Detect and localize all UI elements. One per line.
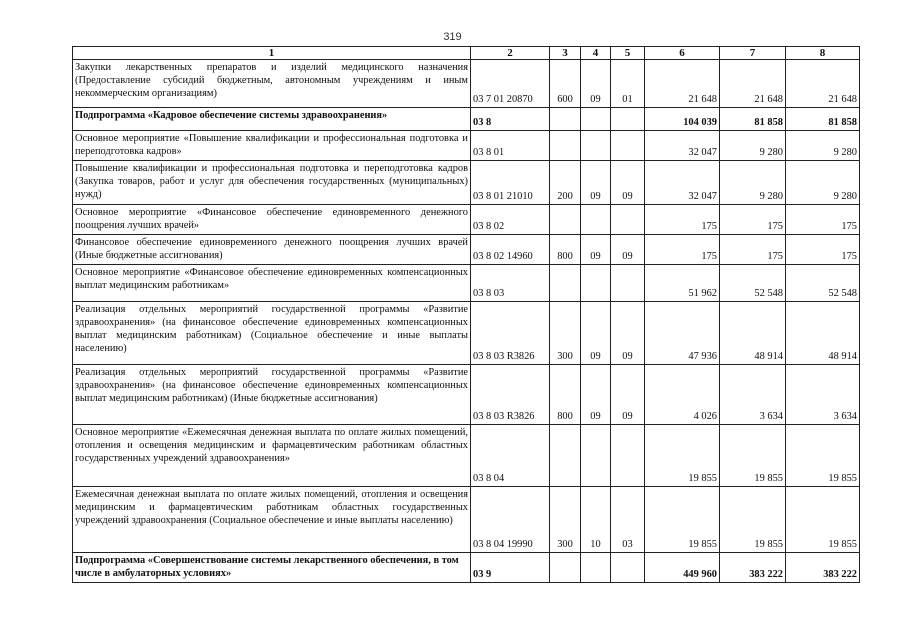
row-section: 09: [581, 365, 611, 425]
row-section: 09: [581, 235, 611, 265]
row-subsection: 09: [611, 302, 645, 365]
row-value-col7: 52 548: [720, 265, 786, 302]
row-subsection: [611, 205, 645, 235]
row-value-col8: 9 280: [786, 161, 860, 205]
row-subsection: [611, 108, 645, 131]
row-subsection: [611, 425, 645, 487]
header-cell: 5: [611, 47, 645, 60]
row-subsection: [611, 265, 645, 302]
header-cell: 6: [645, 47, 720, 60]
row-section: [581, 108, 611, 131]
table-row: [73, 161, 860, 205]
row-value-col6: 32 047: [645, 131, 720, 161]
row-name: Ежемесячная денежная выплата по оплате жилых помещений, отопления и освещения медицинским и фармацевтическим работникам областных государственных учреждений здравоохранения (Социальное обеспечение и иные выплаты населению): [73, 487, 471, 553]
row-value-col7: 48 914: [720, 302, 786, 365]
row-value-col8: 19 855: [786, 487, 860, 553]
row-code: 03 8 02: [471, 205, 550, 235]
row-code: 03 9: [471, 553, 550, 583]
table-row: [73, 235, 860, 265]
row-name: Реализация отдельных мероприятий государственной программы «Развитие здравоохранения» (на финансовое обеспечение единовременных компенсационных выплат медицинским работникам) (Социальное обеспечение и иные выплаты населению): [73, 302, 471, 365]
row-section: [581, 553, 611, 583]
row-section: 09: [581, 60, 611, 108]
row-name: Закупки лекарственных препаратов и изделий медицинского назначения (Предоставление субсидий бюджетным, автономным учреждениям и иным некоммерческим организациям): [73, 60, 471, 108]
row-code: 03 8 03: [471, 265, 550, 302]
row-value-col8: 175: [786, 205, 860, 235]
row-value-col7: 9 280: [720, 131, 786, 161]
header-cell: 1: [73, 47, 471, 60]
row-expense-type: 200: [550, 161, 581, 205]
row-name: Основное мероприятие «Ежемесячная денежная выплата по оплате жилых помещений, отопления и освещения медицинским и фармацевтическим работникам областных государственных учреждений здравоохранения»: [73, 425, 471, 487]
table-row: [73, 425, 860, 487]
budget-table: [72, 46, 860, 583]
row-subsection: [611, 553, 645, 583]
row-name: Финансовое обеспечение единовременного денежного поощрения лучших врачей (Иные бюджетные ассигнования): [73, 235, 471, 265]
row-section: [581, 205, 611, 235]
row-value-col8: 3 634: [786, 365, 860, 425]
row-name: Повышение квалификации и профессиональная подготовка и переподготовка кадров (Закупка товаров, работ и услуг для обеспечения государственных (муниципальных) нужд): [73, 161, 471, 205]
row-code: 03 8: [471, 108, 550, 131]
table-row: [73, 131, 860, 161]
row-value-col6: 32 047: [645, 161, 720, 205]
row-subsection: 03: [611, 487, 645, 553]
row-value-col8: 175: [786, 235, 860, 265]
table-row: [73, 205, 860, 235]
row-value-col6: 449 960: [645, 553, 720, 583]
row-expense-type: [550, 265, 581, 302]
row-value-col6: 175: [645, 205, 720, 235]
row-value-col8: 81 858: [786, 108, 860, 131]
row-code: 03 8 03 R3826: [471, 365, 550, 425]
row-value-col8: 21 648: [786, 60, 860, 108]
row-value-col6: 19 855: [645, 425, 720, 487]
row-code: 03 8 03 R3826: [471, 302, 550, 365]
row-value-col7: 19 855: [720, 487, 786, 553]
table-row: [73, 365, 860, 425]
row-expense-type: 300: [550, 302, 581, 365]
row-code: 03 8 04: [471, 425, 550, 487]
row-name: Подпрограмма «Совершенствование системы лекарственного обеспечения, в том числе в амбулаторных условиях»: [73, 553, 471, 583]
row-value-col8: 48 914: [786, 302, 860, 365]
row-value-col7: 9 280: [720, 161, 786, 205]
header-row: [73, 47, 860, 60]
row-name: Подпрограмма «Кадровое обеспечение системы здравоохранения»: [73, 108, 471, 131]
row-name: Основное мероприятие «Повышение квалификации и профессиональная подготовка и переподготовка кадров»: [73, 131, 471, 161]
row-value-col7: 383 222: [720, 553, 786, 583]
row-subsection: 09: [611, 365, 645, 425]
table-row: [73, 108, 860, 131]
row-subsection: 09: [611, 235, 645, 265]
page-number: 319: [443, 31, 462, 43]
row-value-col7: 81 858: [720, 108, 786, 131]
table-row: [73, 553, 860, 583]
row-value-col6: 175: [645, 235, 720, 265]
row-code: 03 8 02 14960: [471, 235, 550, 265]
row-expense-type: 300: [550, 487, 581, 553]
row-section: [581, 425, 611, 487]
row-value-col8: 19 855: [786, 425, 860, 487]
header-cell: 3: [550, 47, 581, 60]
header-cell: 7: [720, 47, 786, 60]
header-cell: 2: [471, 47, 550, 60]
row-name: Реализация отдельных мероприятий государственной программы «Развитие здравоохранения» (на финансовое обеспечение единовременных компенсационных выплат медицинским работникам) (Иные бюджетные ассигнования): [73, 365, 471, 425]
table-row: [73, 302, 860, 365]
table-row: [73, 487, 860, 553]
row-value-col6: 19 855: [645, 487, 720, 553]
row-subsection: 01: [611, 60, 645, 108]
row-value-col8: 9 280: [786, 131, 860, 161]
row-code: 03 7 01 20870: [471, 60, 550, 108]
row-expense-type: [550, 553, 581, 583]
row-code: 03 8 01: [471, 131, 550, 161]
row-value-col7: 175: [720, 205, 786, 235]
row-value-col8: 52 548: [786, 265, 860, 302]
row-value-col7: 19 855: [720, 425, 786, 487]
row-code: 03 8 01 21010: [471, 161, 550, 205]
header-cell: 8: [786, 47, 860, 60]
row-section: [581, 265, 611, 302]
row-section: 09: [581, 302, 611, 365]
row-value-col6: 104 039: [645, 108, 720, 131]
header-cell: 4: [581, 47, 611, 60]
row-value-col7: 3 634: [720, 365, 786, 425]
row-value-col7: 175: [720, 235, 786, 265]
row-subsection: 09: [611, 161, 645, 205]
row-section: [581, 131, 611, 161]
table-row: [73, 265, 860, 302]
row-expense-type: [550, 425, 581, 487]
row-name: Основное мероприятие «Финансовое обеспечение единовременного денежного поощрения лучших врачей»: [73, 205, 471, 235]
row-expense-type: [550, 131, 581, 161]
row-section: 09: [581, 161, 611, 205]
row-value-col6: 47 936: [645, 302, 720, 365]
row-value-col6: 4 026: [645, 365, 720, 425]
row-value-col8: 383 222: [786, 553, 860, 583]
row-section: 10: [581, 487, 611, 553]
row-value-col7: 21 648: [720, 60, 786, 108]
row-expense-type: 600: [550, 60, 581, 108]
row-name: Основное мероприятие «Финансовое обеспечение единовременных компенсационных выплат медицинским работникам»: [73, 265, 471, 302]
row-code: 03 8 04 19990: [471, 487, 550, 553]
row-expense-type: [550, 108, 581, 131]
table-row: [73, 60, 860, 108]
row-subsection: [611, 131, 645, 161]
row-value-col6: 51 962: [645, 265, 720, 302]
row-expense-type: [550, 205, 581, 235]
row-value-col6: 21 648: [645, 60, 720, 108]
row-expense-type: 800: [550, 235, 581, 265]
row-expense-type: 800: [550, 365, 581, 425]
